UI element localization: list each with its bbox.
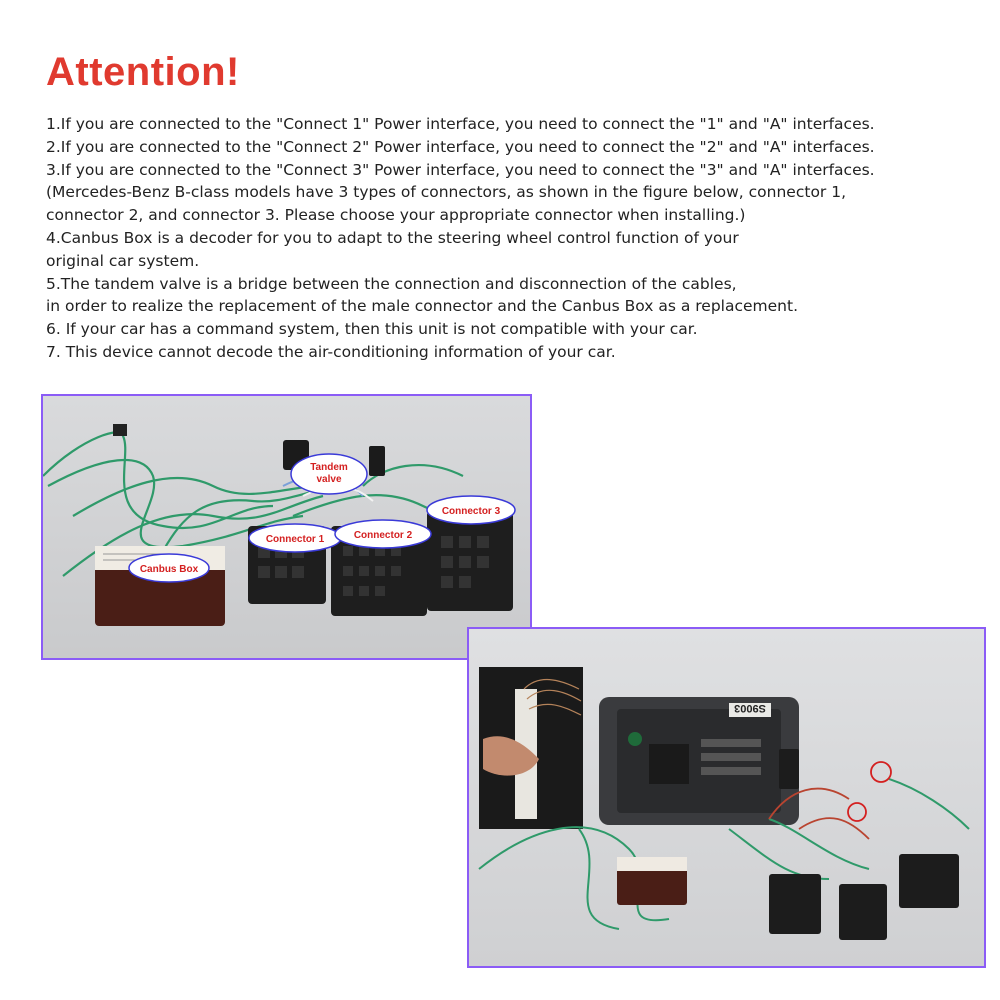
instruction-line: 6. If your car has a command system, then this unit is not compatible with your car. [46, 320, 698, 339]
connector-3-label [427, 496, 515, 524]
instruction-line: 1.If you are connected to the "Connect 1" Power interface, you need to connect the "1" and "A" interfaces. [46, 115, 875, 133]
instruction-line: in order to realize the replacement of the male connector and the Canbus Box as a replacement. [46, 297, 799, 316]
unit-sticker: S9003 [734, 702, 766, 714]
connector-2-label-text: Connector 2 [353, 530, 413, 541]
head-unit [599, 697, 799, 825]
instruction-line: 2.If you are connected to the "Connect 2" Power interface, you need to connect the "2" and "A" interfaces. [46, 137, 875, 156]
harness-illustration [43, 396, 530, 658]
tandem-valve-label [291, 454, 367, 494]
instruction-line: 7. This device cannot decode the air-conditioning information of your car. [46, 342, 616, 361]
tandem-valve-label-line2: valve [316, 474, 342, 485]
instruction-line: connector 2, and connector 3. Please choose your appropriate connector when installing.) [46, 206, 746, 225]
instruction-line: (Mercedes-Benz B-class models have 3 types of connectors, as shown in the figure below, connector 1, [46, 183, 847, 202]
head-unit-photo [467, 627, 986, 968]
canbus-box [617, 857, 687, 905]
page-title: Attention! [46, 50, 240, 94]
instruction-line: 4.Canbus Box is a decoder for you to adapt to the steering wheel control function of your [46, 228, 739, 247]
connector-1-label-text: Connector 1 [265, 534, 325, 545]
canbus-box-label-text: Canbus Box [139, 564, 199, 575]
connector-3-label-text: Connector 3 [441, 506, 501, 517]
instruction-line: 3.If you are connected to the "Connect 3" Power interface, you need to connect the "3" and "A" interfaces. [46, 160, 875, 179]
tandem-valve-label-line1: Tandem [310, 462, 348, 473]
inset-hand-photo [479, 667, 583, 829]
canbus-box-label [129, 554, 209, 582]
connector-1-label [249, 524, 341, 552]
connector-2-label [335, 520, 431, 548]
head-unit-illustration [469, 629, 984, 966]
instructions [46, 113, 986, 364]
harness-photo [41, 394, 532, 660]
instruction-line: 5.The tandem valve is a bridge between the connection and disconnection of the cables, [46, 274, 737, 293]
instruction-line: original car system. [46, 251, 200, 270]
